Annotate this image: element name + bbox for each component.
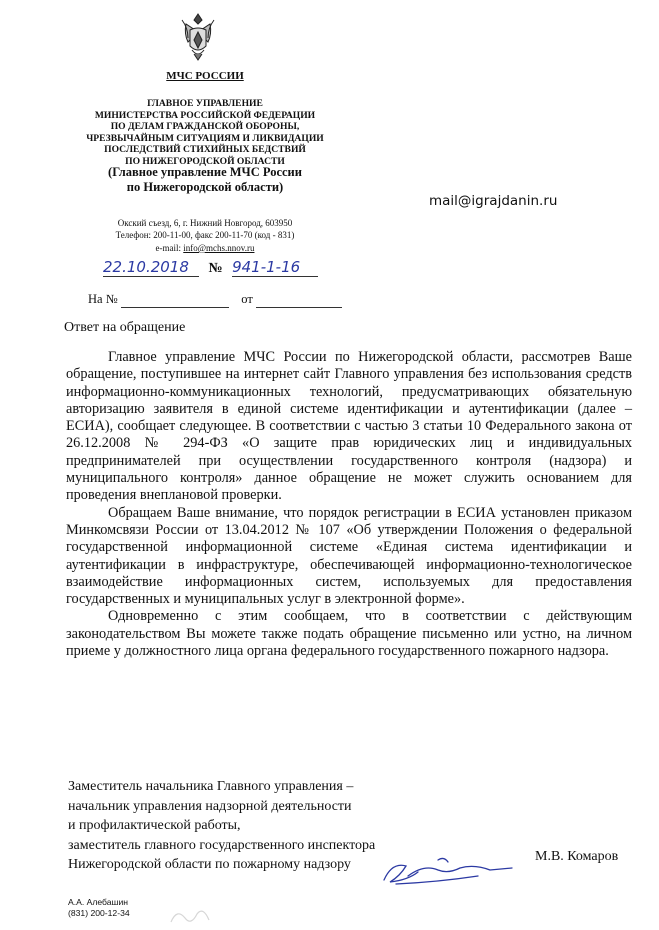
ministry-line: ПО НИЖЕГОРОДСКОЙ ОБЛАСТИ [125, 155, 285, 167]
executor-phone: (831) 200-12-34 [68, 907, 130, 918]
signer-title-line: Заместитель начальника Главного управления – [68, 779, 354, 794]
registration-date: 22.10.2018 [103, 258, 199, 277]
paragraph: Главное управление МЧС России по Нижегородской области, рассмотрев Ваше обращение, поступившее на интернет сайт Главного управления без использования средств информационно-коммуникационных технологий, предусматривающих обязательную авторизацию заявителя в единой системе идентификации и аутентификации (далее – ЕСИА), сообщает следующее. В соответствии с частью 3 статьи 10 Федерального закона от 26.12.2008 № 294-ФЗ «О защите прав юридических лиц и индивидуальных предпринимателей при осуществлении государственного контроля (надзора) и муниципального контроля» данное обращение не может служить основанием для проведения внеплановой проверки. [66, 349, 632, 504]
executor-name: А.А. Алебашин [68, 897, 129, 907]
reply-number-blank [121, 292, 229, 308]
reply-number-label: На № [88, 292, 118, 306]
regional-line: (Главное управление МЧС России [108, 165, 302, 179]
org-short-name: МЧС РОССИИ [166, 70, 244, 82]
paragraph: Обращаем Ваше внимание, что порядок регистрации в ЕСИА установлен приказом Минкомсвязи России от 13.04.2012 № 107 «Об утверждении Положения о федеральной государственной информационной системе «Единая система идентификации и аутентификации в инфраструктуре, обеспечивающей информационно-технологическое взаимодействие информационных систем, используемых для предоставления государственных и муниципальных услуг в электронной форме». [66, 504, 632, 608]
ministry-line: ПО ДЕЛАМ ГРАЖДАНСКОЙ ОБОРОНЫ, [110, 121, 300, 133]
emchs-emblem-icon [180, 10, 216, 62]
paragraph: Одновременно с этим сообщаем, что в соответствии с действующим законодательством Вы можете также подать обращение письменно или устно, на личном приеме у должностного лица органа федерального государственного пожарного надзора. [66, 608, 632, 660]
signer-name: М.В. Комаров [535, 849, 619, 864]
registration-line [103, 258, 318, 277]
recipient-email: mail@igrajdanin.ru [429, 193, 558, 209]
email-link[interactable]: info@mchs.nnov.ru [183, 242, 255, 253]
signer-title-line: Нижегородской области по пожарному надзору [68, 857, 351, 873]
email-line [60, 242, 350, 254]
ministry-line: ПОСЛЕДСТВИЙ СТИХИЙНЫХ БЕДСТВИЙ [104, 144, 306, 156]
reply-from-label: от [241, 292, 253, 306]
ministry-line: ГЛАВНОЕ УПРАВЛЕНИЕ [147, 98, 263, 109]
regional-name [60, 165, 350, 195]
contacts [60, 217, 350, 254]
ministry-name [60, 98, 350, 168]
number-label: № [208, 261, 223, 276]
signer-title-line: и профилактической работы, [68, 818, 241, 834]
reply-to-line [88, 292, 342, 308]
regional-line: по Нижегородской области) [126, 180, 284, 194]
signer-title-line: начальник управления надзорной деятельности [68, 798, 352, 814]
signer-title-line: заместитель главного государственного инспектора [68, 837, 376, 853]
ministry-line: МИНИСТЕРСТВА РОССИЙСКОЙ ФЕДЕРАЦИИ [94, 109, 316, 121]
signature-block [68, 777, 375, 875]
registration-number: 941-1-16 [232, 258, 318, 277]
letter-body [66, 349, 632, 660]
address: Окский съезд, 6, г. Нижний Новгород, 603950 [117, 218, 293, 228]
faint-mark-icon [165, 902, 225, 928]
executor-info [68, 897, 130, 918]
handwritten-signature-icon [378, 852, 518, 892]
subject: Ответ на обращение [64, 320, 186, 335]
reply-date-blank [256, 292, 342, 308]
ministry-line: ЧРЕЗВЫЧАЙНЫМ СИТУАЦИЯМ И ЛИКВИДАЦИИ [86, 132, 324, 144]
phone: Телефон: 200-11-00, факс 200-11-70 (код - 831) [115, 230, 295, 241]
email-label: e-mail: [155, 242, 184, 253]
